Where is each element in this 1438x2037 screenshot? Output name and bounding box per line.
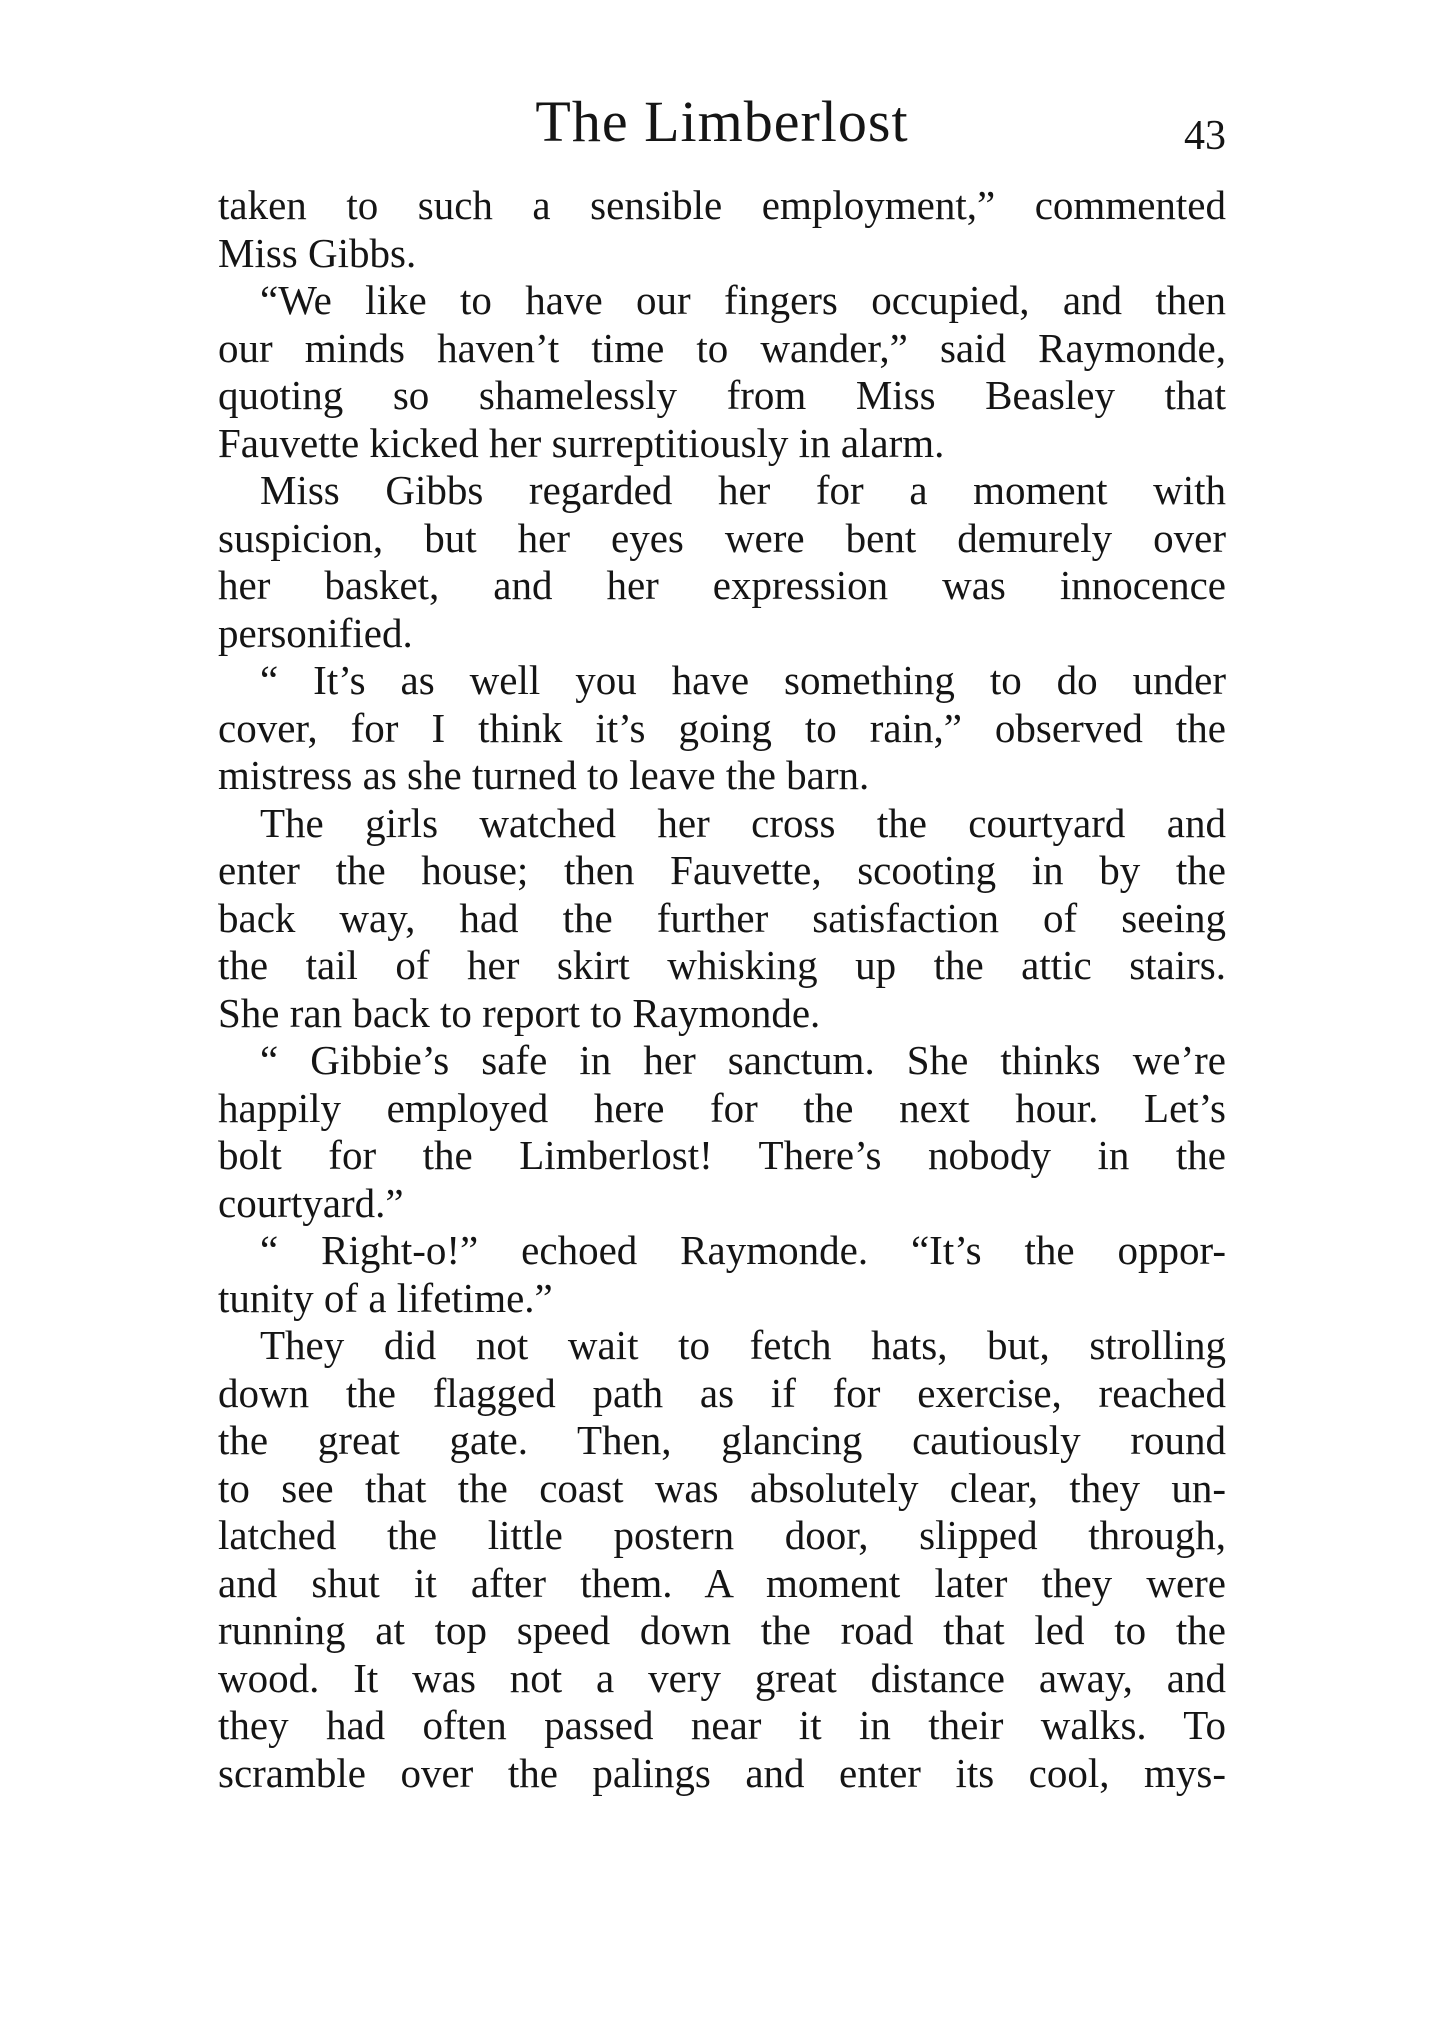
text-line: back way, had the further satisfaction of seeing [218, 894, 1226, 941]
text-line: “We like to have our fingers occupied, and then [260, 277, 1226, 323]
text-line: She ran back to report to Raymonde. [218, 989, 821, 1036]
text-line: latched the little postern door, slipped through, [218, 1512, 1226, 1558]
text-line: the great gate. Then, glancing cautiously round [218, 1417, 1226, 1463]
text-line: personified. [218, 609, 413, 656]
running-title: The Limberlost [535, 89, 909, 154]
text-line: the tail of her skirt whisking up the attic stairs. [218, 942, 1226, 988]
text-line: “ Right-o!” echoed Raymonde. “It’s the oppor- [260, 1227, 1226, 1273]
text-line: enter the house; then Fauvette, scooting in by the [218, 847, 1226, 893]
text-line: scramble over the palings and enter its cool, mys- [218, 1749, 1226, 1796]
text-line: wood. It was not a very great distance away, and [218, 1654, 1226, 1701]
running-head [218, 82, 1226, 162]
text-line: mistress as she turned to leave the barn. [218, 752, 870, 798]
text-line: quoting so shamelessly from Miss Beasley that [218, 372, 1226, 418]
text-line: tunity of a lifetime.” [218, 1274, 553, 1321]
text-line: happily employed here for the next hour. Let’s [218, 1084, 1226, 1131]
text-line: suspicion, but her eyes were bent demurely over [218, 514, 1226, 561]
text-line: they had often passed near it in their walks. To [218, 1702, 1226, 1748]
text-line: her basket, and her expression was innocence [218, 562, 1226, 608]
text-line: taken to such a sensible employment,” commented [218, 182, 1226, 228]
text-line: our minds haven’t time to wander,” said Raymonde, [218, 324, 1226, 371]
text-line: Fauvette kicked her surreptitiously in alarm. [218, 419, 945, 466]
text-line: to see that the coast was absolutely clear, they un- [218, 1464, 1226, 1511]
text-line: cover, for I think it’s going to rain,” observed the [218, 704, 1226, 751]
text-line: courtyard.” [218, 1179, 404, 1226]
text-line: bolt for the Limberlost! There’s nobody in the [218, 1132, 1226, 1178]
text-line: running at top speed down the road that led to the [218, 1607, 1226, 1653]
text-line: and shut it after them. A moment later they were [218, 1559, 1226, 1606]
text-line: “ Gibbie’s safe in her sanctum. She thinks we’re [260, 1037, 1226, 1083]
text-line: Miss Gibbs. [218, 229, 417, 276]
text-line: The girls watched her cross the courtyard and [260, 799, 1226, 846]
body-text [218, 182, 1226, 1797]
text-line: down the flagged path as if for exercise, reached [218, 1369, 1226, 1416]
page-number: 43 [1184, 113, 1226, 159]
text-line: Miss Gibbs regarded her for a moment with [260, 467, 1226, 513]
text-line: They did not wait to fetch hats, but, strolling [260, 1322, 1226, 1368]
text-line: “ It’s as well you have something to do under [260, 657, 1226, 703]
